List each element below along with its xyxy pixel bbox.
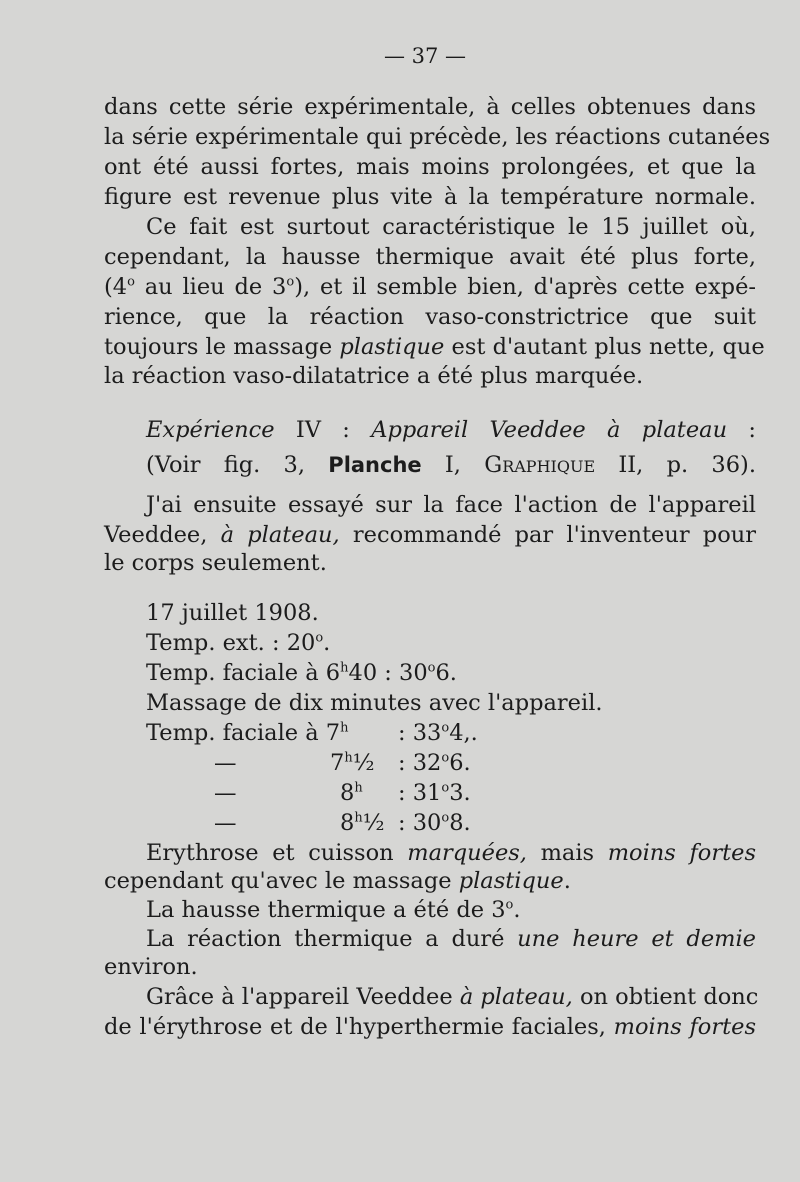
paragraph-line: Veeddee, à plateau, recommandé par l'inventeur pour xyxy=(104,522,756,548)
ditto-dash: — xyxy=(214,780,237,806)
paragraph-line: dans cette série expérimentale, à celles obtenues dans xyxy=(104,94,756,120)
temp-ext-line: Temp. ext. : 20$^o$. xyxy=(146,630,331,656)
paragraph-line: cependant qu'avec le massage plastique. xyxy=(104,868,571,894)
ditto-dash: — xyxy=(214,750,237,776)
paragraph-line: J'ai ensuite essayé sur la face l'action de l'appareil xyxy=(146,492,756,518)
paragraph-line: ont été aussi fortes, mais moins prolongées, et que la xyxy=(104,154,756,180)
reading-row-time: 8$^h$½ xyxy=(340,810,385,836)
reading-row-time: 8$^h$ xyxy=(340,780,363,806)
reading-row-value: : 32$^o$6. xyxy=(398,750,471,776)
paragraph-line: rience, que la réaction vaso-constrictrice que suit xyxy=(104,304,756,330)
paragraph-line: La hausse thermique a été de 3$^o$. xyxy=(146,897,521,923)
experiment-heading: Expérience IV : Appareil Veeddee à plateau : xyxy=(146,417,756,443)
reading-row-value: : 31$^o$3. xyxy=(398,780,471,806)
date-line: 17 juillet 1908. xyxy=(146,600,319,626)
paragraph-line: le corps seulement. xyxy=(104,550,327,576)
reading-row-time: 7$^h$½ xyxy=(330,750,375,776)
paragraph-line: figure est revenue plus vite à la température normale. xyxy=(104,184,756,210)
massage-line: Massage de dix minutes avec l'appareil. xyxy=(146,690,603,716)
ditto-dash: — xyxy=(214,810,237,836)
paragraph-line: cependant, la hausse thermique avait été plus forte, xyxy=(104,244,756,270)
paragraph-line: la série expérimentale qui précède, les réactions cutanées xyxy=(104,124,771,150)
paragraph-line: Grâce à l'appareil Veeddee à plateau, on obtient donc xyxy=(146,984,759,1010)
figure-reference: (Voir fig. 3, Planche I, Graphique II, p. 36). xyxy=(146,452,756,478)
paragraph-line: Erythrose et cuisson marquées, mais moins fortes xyxy=(146,840,756,866)
paragraph-line: toujours le massage plastique est d'autant plus nette, que xyxy=(104,334,765,360)
paragraph-line: (4$^o$ au lieu de 3$^o$), et il semble bien, d'après cette expé- xyxy=(104,274,756,300)
reading-row-value: : 33$^o$4,. xyxy=(398,720,478,746)
page-number: — 37 — xyxy=(383,44,467,68)
paragraph-line: La réaction thermique a duré une heure et demie xyxy=(146,926,756,952)
paragraph-line: de l'érythrose et de l'hyperthermie faciales, moins fortes xyxy=(104,1014,756,1040)
reading-row-label: Temp. faciale à 7$^h$ xyxy=(146,720,349,746)
reading-row-value: : 30$^o$8. xyxy=(398,810,471,836)
paragraph-line: la réaction vaso-dilatatrice a été plus marquée. xyxy=(104,363,644,389)
paragraph-line: environ. xyxy=(104,954,198,980)
paragraph-line: Ce fait est surtout caractéristique le 15 juillet où, xyxy=(146,214,756,240)
temp-facial-line: Temp. faciale à 6$^h$40 : 30$^o$6. xyxy=(146,660,457,686)
